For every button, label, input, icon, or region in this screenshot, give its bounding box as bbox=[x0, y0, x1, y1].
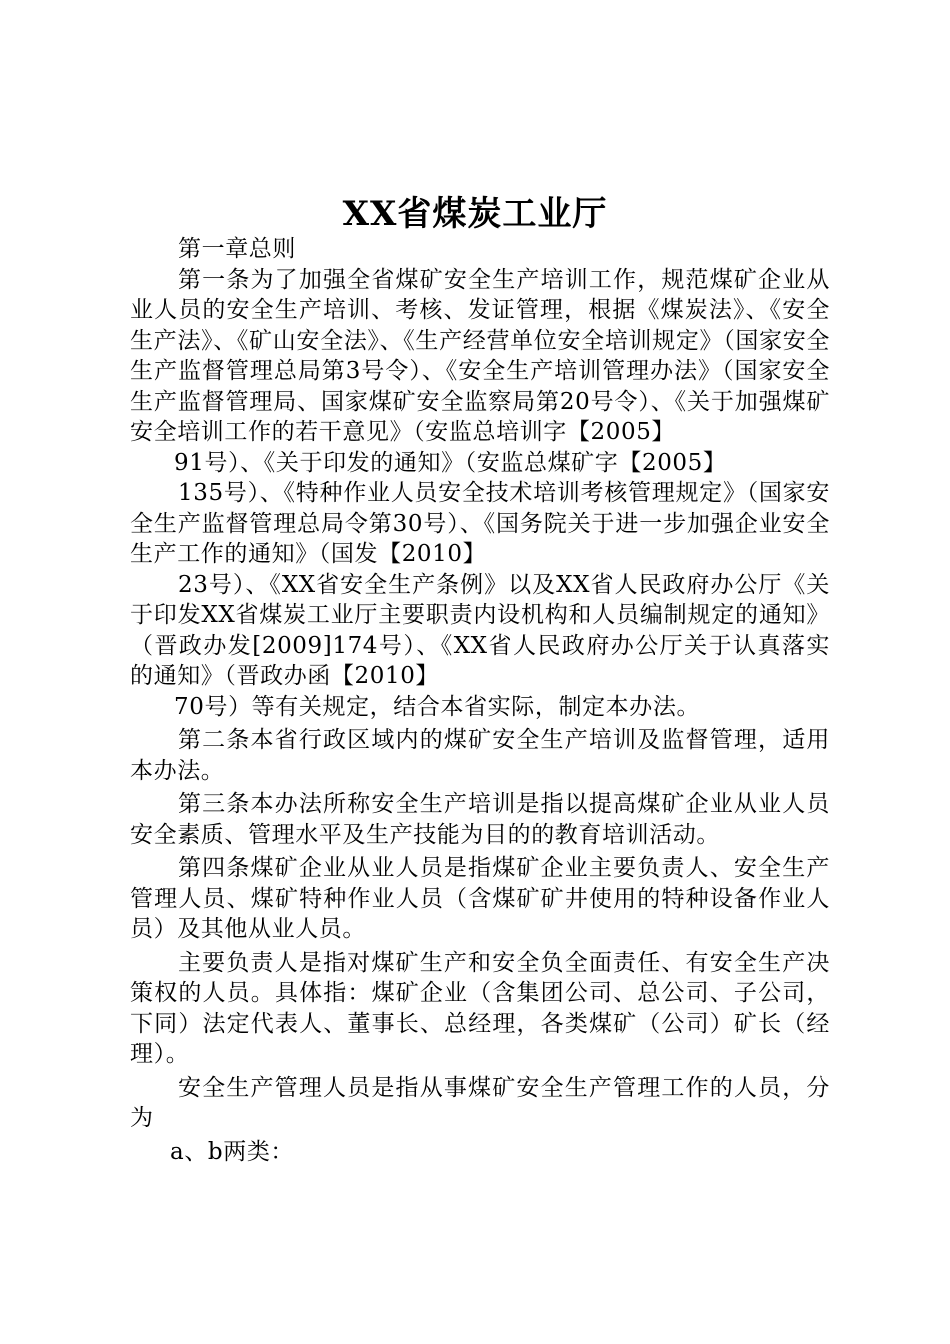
safety-manager-definition-paragraph: 安全生产管理人员是指从事煤矿安全生产管理工作的人员，分为 bbox=[130, 1074, 830, 1131]
document-body bbox=[130, 234, 830, 1167]
article-3-paragraph: 第三条本办法所称安全生产培训是指以提高煤矿企业从业人员安全素质、管理水平及生产技能为目的的教育培训活动。 bbox=[130, 791, 830, 848]
chapter-heading: 第一章总则 bbox=[178, 236, 296, 262]
article-1-continuation-3: 23号）、《XX省安全生产条例》以及XX省人民政府办公厅《关于印发XX省煤炭工业厅主要职责内设机构和人员编制规定的通知》（晋政办发[2009]174号）、《XX省人民政府办公厅关于认真落实的通知》（晋政办函【2010】 bbox=[130, 571, 830, 689]
principal-definition-paragraph: 主要负责人是指对煤矿生产和安全负全面责任、有安全生产决策权的人员。具体指：煤矿企业（含集团公司、总公司、子公司，下同）法定代表人、董事长、总经理，各类煤矿（公司）矿长（经理）。 bbox=[130, 949, 830, 1067]
article-1-continuation-4: 70号）等有关规定，结合本省实际，制定本办法。 bbox=[174, 693, 701, 720]
category-paragraph: a、b两类： bbox=[170, 1138, 295, 1165]
document-title: XX省煤炭工业厅 bbox=[342, 194, 608, 234]
article-1-paragraph: 第一条为了加强全省煤矿安全生产培训工作，规范煤矿企业从业人员的安全生产培训、考核、发证管理，根据《煤炭法》、《安全生产法》、《矿山安全法》、《生产经营单位安全培训规定》（国家安全生产监督管理总局第3号令）、《安全生产培训管理办法》（国家安全生产监督管理局、国家煤矿安全监察局第20号令）、《关于加强煤矿安全培训工作的若干意见》（安监总培训字【2005】 bbox=[130, 266, 830, 445]
article-1-continuation-2: 135号）、《特种作业人员安全技术培训考核管理规定》（国家安全生产监督管理总局令第30号）、《国务院关于进一步加强企业安全生产工作的通知》（国发【2010】 bbox=[130, 480, 830, 567]
article-2-paragraph: 第二条本省行政区域内的煤矿安全生产培训及监督管理，适用本办法。 bbox=[130, 727, 830, 784]
article-1-continuation-1: 91号）、《关于印发的通知》（安监总煤矿字【2005】 bbox=[174, 449, 727, 476]
article-4-paragraph: 第四条煤矿企业从业人员是指煤矿企业主要负责人、安全生产管理人员、煤矿特种作业人员（含煤矿矿井使用的特种设备作业人员）及其他从业人员。 bbox=[130, 855, 830, 942]
